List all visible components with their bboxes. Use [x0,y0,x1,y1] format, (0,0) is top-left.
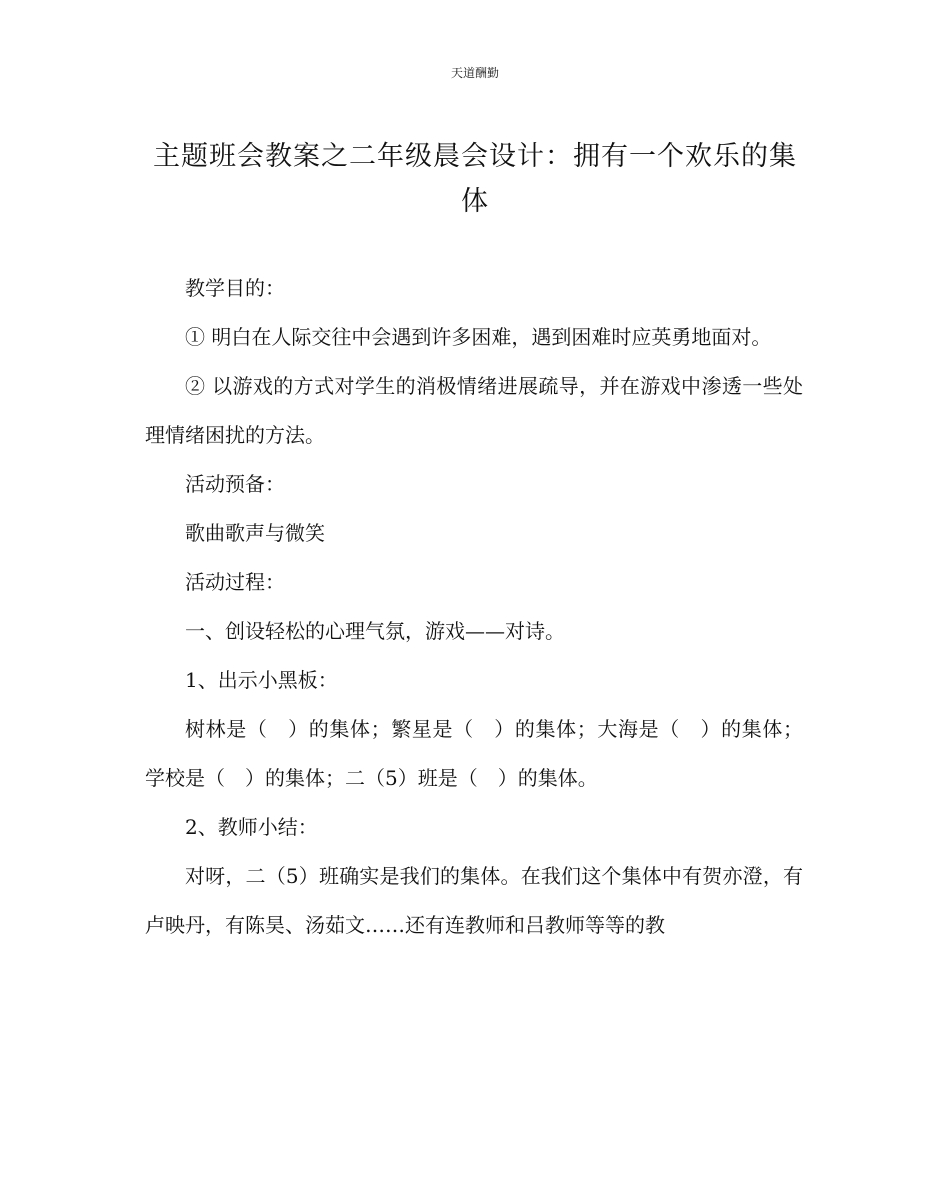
document-body [145,264,803,950]
paragraph-step-1: 一、创设轻松的心理气氛，游戏——对诗。 [185,619,565,643]
paragraph-song: 歌曲歌声与微笑 [185,521,325,545]
paragraph-summary: 对呀，二（5）班确实是我们的集体。在我们这个集体中有贺亦澄，有卢映丹，有陈昊、汤茹文……还有连教师和吕教师等等的教 [145,864,803,937]
page-header: 天道酬勤 [450,66,499,80]
document-title: 主题班会教案之二年级晨会设计：拥有一个欢乐的集体 [153,141,797,217]
paragraph-process-heading: 活动过程： [185,570,285,594]
paragraph-fill-blanks: 树林是（ ）的集体；繁星是（ ）的集体；大海是（ ）的集体；学校是（ ）的集体；二（5）班是（ ）的集体。 [145,717,803,790]
paragraph-preparation-heading: 活动预备： [185,472,285,496]
paragraph-goal-2: ② 以游戏的方式对学生的消极情绪进展疏导，并在游戏中渗透一些处理情绪困扰的方法。 [145,374,803,447]
paragraph-teaching-goal-heading: 教学目的： [185,276,285,300]
paragraph-summary-heading: 2、教师小结： [185,815,318,839]
paragraph-blackboard: 1、出示小黑板： [185,668,338,692]
paragraph-goal-1: ① 明白在人际交往中会遇到许多困难，遇到困难时应英勇地面对。 [185,325,772,349]
